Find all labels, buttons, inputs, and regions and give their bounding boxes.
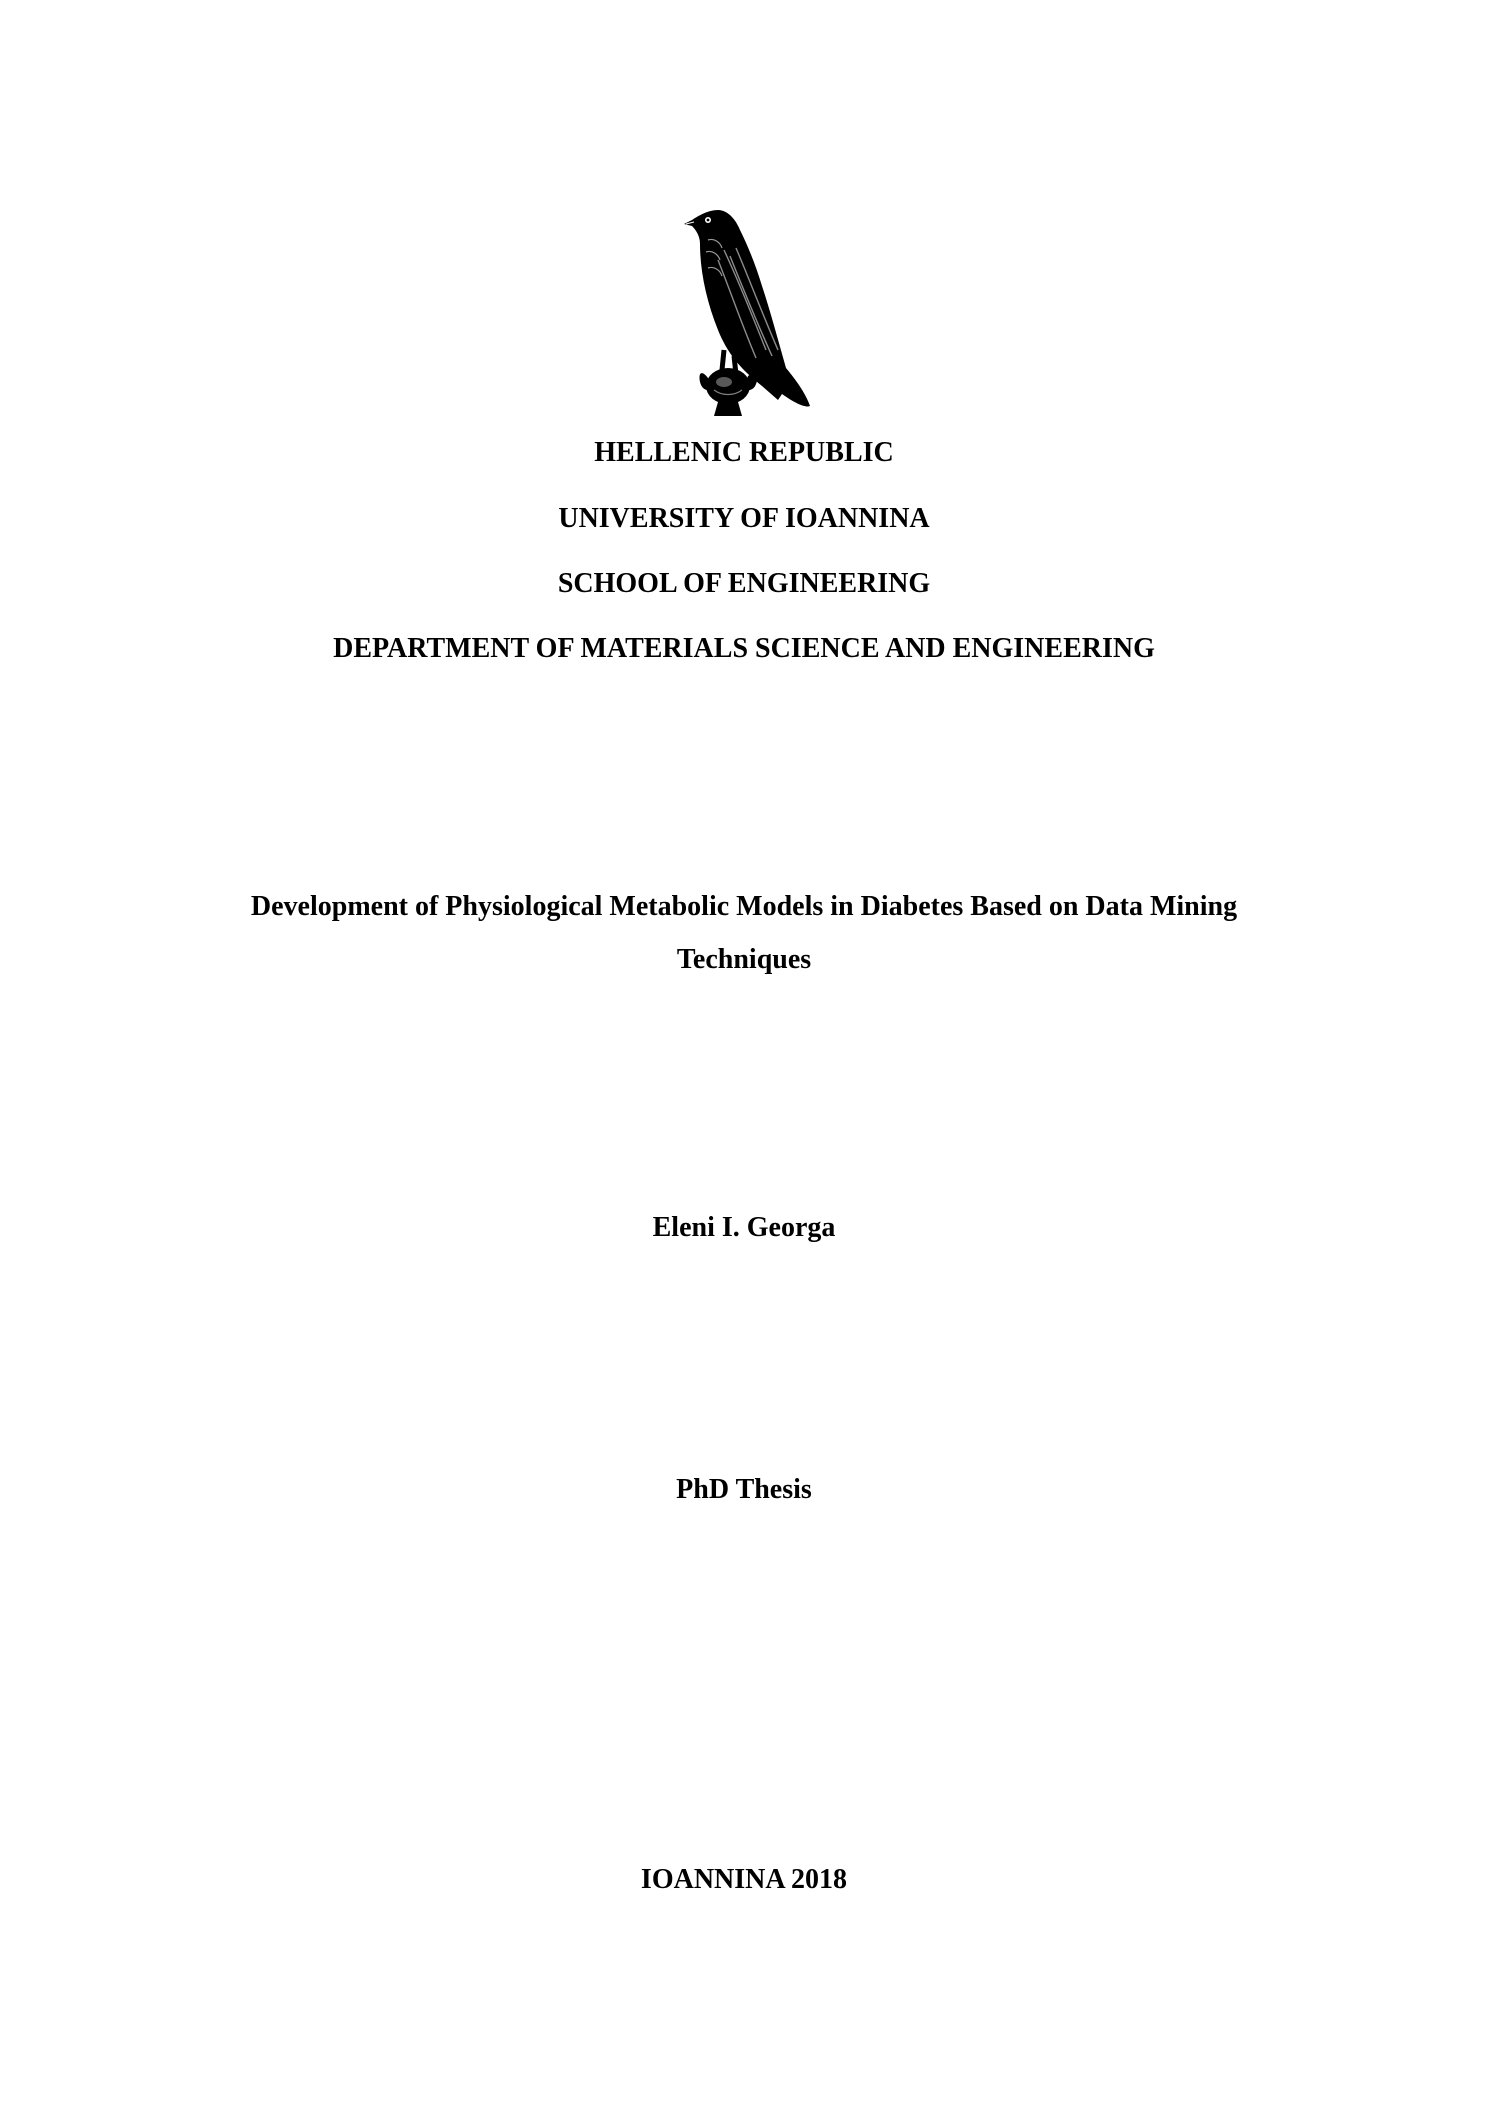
eagle-emblem-icon: [678, 190, 814, 418]
university-heading: UNIVERSITY OF IOANNINA: [558, 503, 930, 534]
place-year: IOANNINA 2018: [640, 1864, 848, 1895]
country-heading: HELLENIC REPUBLIC: [594, 437, 894, 468]
thesis-type: PhD Thesis: [676, 1474, 812, 1505]
author-name: Eleni I. Georga: [652, 1212, 836, 1243]
school-heading: SCHOOL OF ENGINEERING: [557, 568, 931, 599]
thesis-title-line1: Development of Physiological Metabolic Models in Diabetes Based on Data Mining: [250, 891, 1238, 922]
department-heading: DEPARTMENT OF MATERIALS SCIENCE AND ENGINEERING: [333, 633, 1155, 664]
thesis-title-line2: Techniques: [676, 944, 812, 975]
